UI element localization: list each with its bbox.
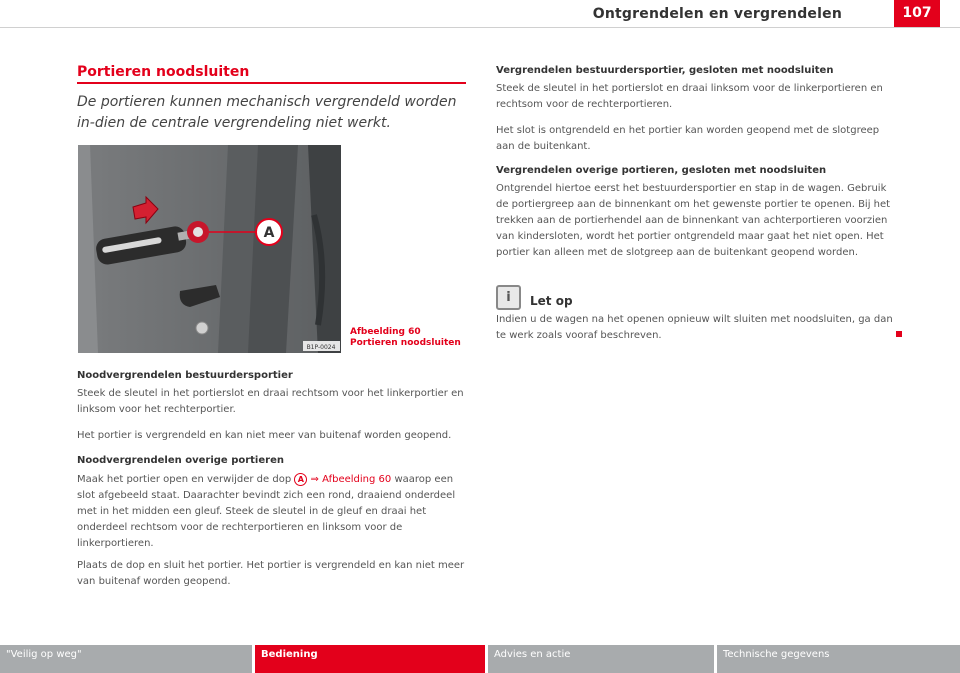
section-end-marker	[896, 331, 902, 337]
paragraph-left-4: Plaats de dop en sluit het portier. Het portier is vergrendeld en kan niet meer van buitenaf worden geopend.	[77, 560, 465, 587]
tab-bediening[interactable]: Bediening	[255, 645, 485, 673]
heading-noodvergrendelen-overige: Noodvergrendelen overige portieren	[77, 455, 284, 466]
header-divider	[0, 27, 960, 28]
page-number: 107	[894, 0, 940, 27]
note-title: Let op	[530, 294, 573, 308]
heading-noodvergrendelen-bestuurder: Noodvergrendelen bestuurdersportier	[77, 370, 293, 381]
header-title: Ontgrendelen en vergrendelen	[592, 6, 842, 22]
paragraph-left-1: Steek de sleutel in het portierslot en draai rechtsom voor het linkerportier en linksom voor het rechterportier.	[77, 388, 464, 415]
paragraph-left-3-start: Maak het portier open en verwijder de dop	[77, 474, 292, 485]
section-intro: De portieren kunnen mechanisch vergrendeld worden in-dien de centrale vergrendeling niet werkt.	[77, 94, 457, 131]
figure-code: B1P-0024	[306, 344, 336, 351]
info-icon: i	[496, 285, 521, 310]
tab-veilig-op-weg[interactable]: "Veilig op weg"	[0, 645, 252, 673]
tab-advies-en-actie[interactable]: Advies en actie	[488, 645, 714, 673]
paragraph-right-1: Steek de sleutel in het portierslot en draai linksom voor de linkerportieren en rechtsom voor de rechterportieren.	[496, 83, 883, 110]
tab-technische-gegevens[interactable]: Technische gegevens	[717, 645, 960, 673]
door-lock-figure	[78, 145, 341, 353]
paragraph-left-2: Het portier is vergrendeld en kan niet meer van buitenaf worden geopend.	[77, 430, 452, 441]
paragraph-right-2: Het slot is ontgrendeld en het portier kan worden geopend met de slotgreep aan de buitenkant.	[496, 125, 880, 152]
heading-vergrendelen-bestuurder: Vergrendelen bestuurdersportier, gesloten met noodsluiten	[496, 65, 834, 76]
paragraph-left-3-end: waarop een slot afgebeeld staat. Daarachter bevindt zich een rond, draaiend onderdeel met in het midden een gleuf. Steek de sleutel in de gleuf en draai het onderdeel rechtsom voor de rechterportieren en linksom voor de linkerportieren.	[77, 474, 456, 549]
marker-a: A	[294, 473, 307, 486]
section-title: Portieren noodsluiten	[77, 64, 250, 80]
paragraph-left-3	[77, 472, 469, 552]
figure-caption: Afbeelding 60 Portieren noodsluiten	[350, 327, 461, 348]
figure-link[interactable]: ⇒ Afbeelding 60	[310, 474, 392, 485]
section-rule	[77, 82, 466, 84]
figure-callout-a: A	[263, 225, 275, 241]
door-lock-illustration	[78, 145, 341, 353]
heading-vergrendelen-overige: Vergrendelen overige portieren, gesloten met noodsluiten	[496, 165, 827, 176]
note-text: Indien u de wagen na het openen opnieuw wilt sluiten met noodsluiten, ga dan te werk zoals vooraf beschreven.	[496, 314, 893, 341]
paragraph-right-3: Ontgrendel hiertoe eerst het bestuurdersportier en stap in de wagen. Gebruik de portiergreep aan de binnenkant om het gewenste portier te openen. Bij het trekken aan de portierhendel aan de binnenkant van achterportieren voorzien van kindersloten, wordt het portier ontgrendeld maar gaat het niet open. Het portier kan alleen met de slotgreep aan de buitenkant geopend worden.	[496, 183, 891, 258]
